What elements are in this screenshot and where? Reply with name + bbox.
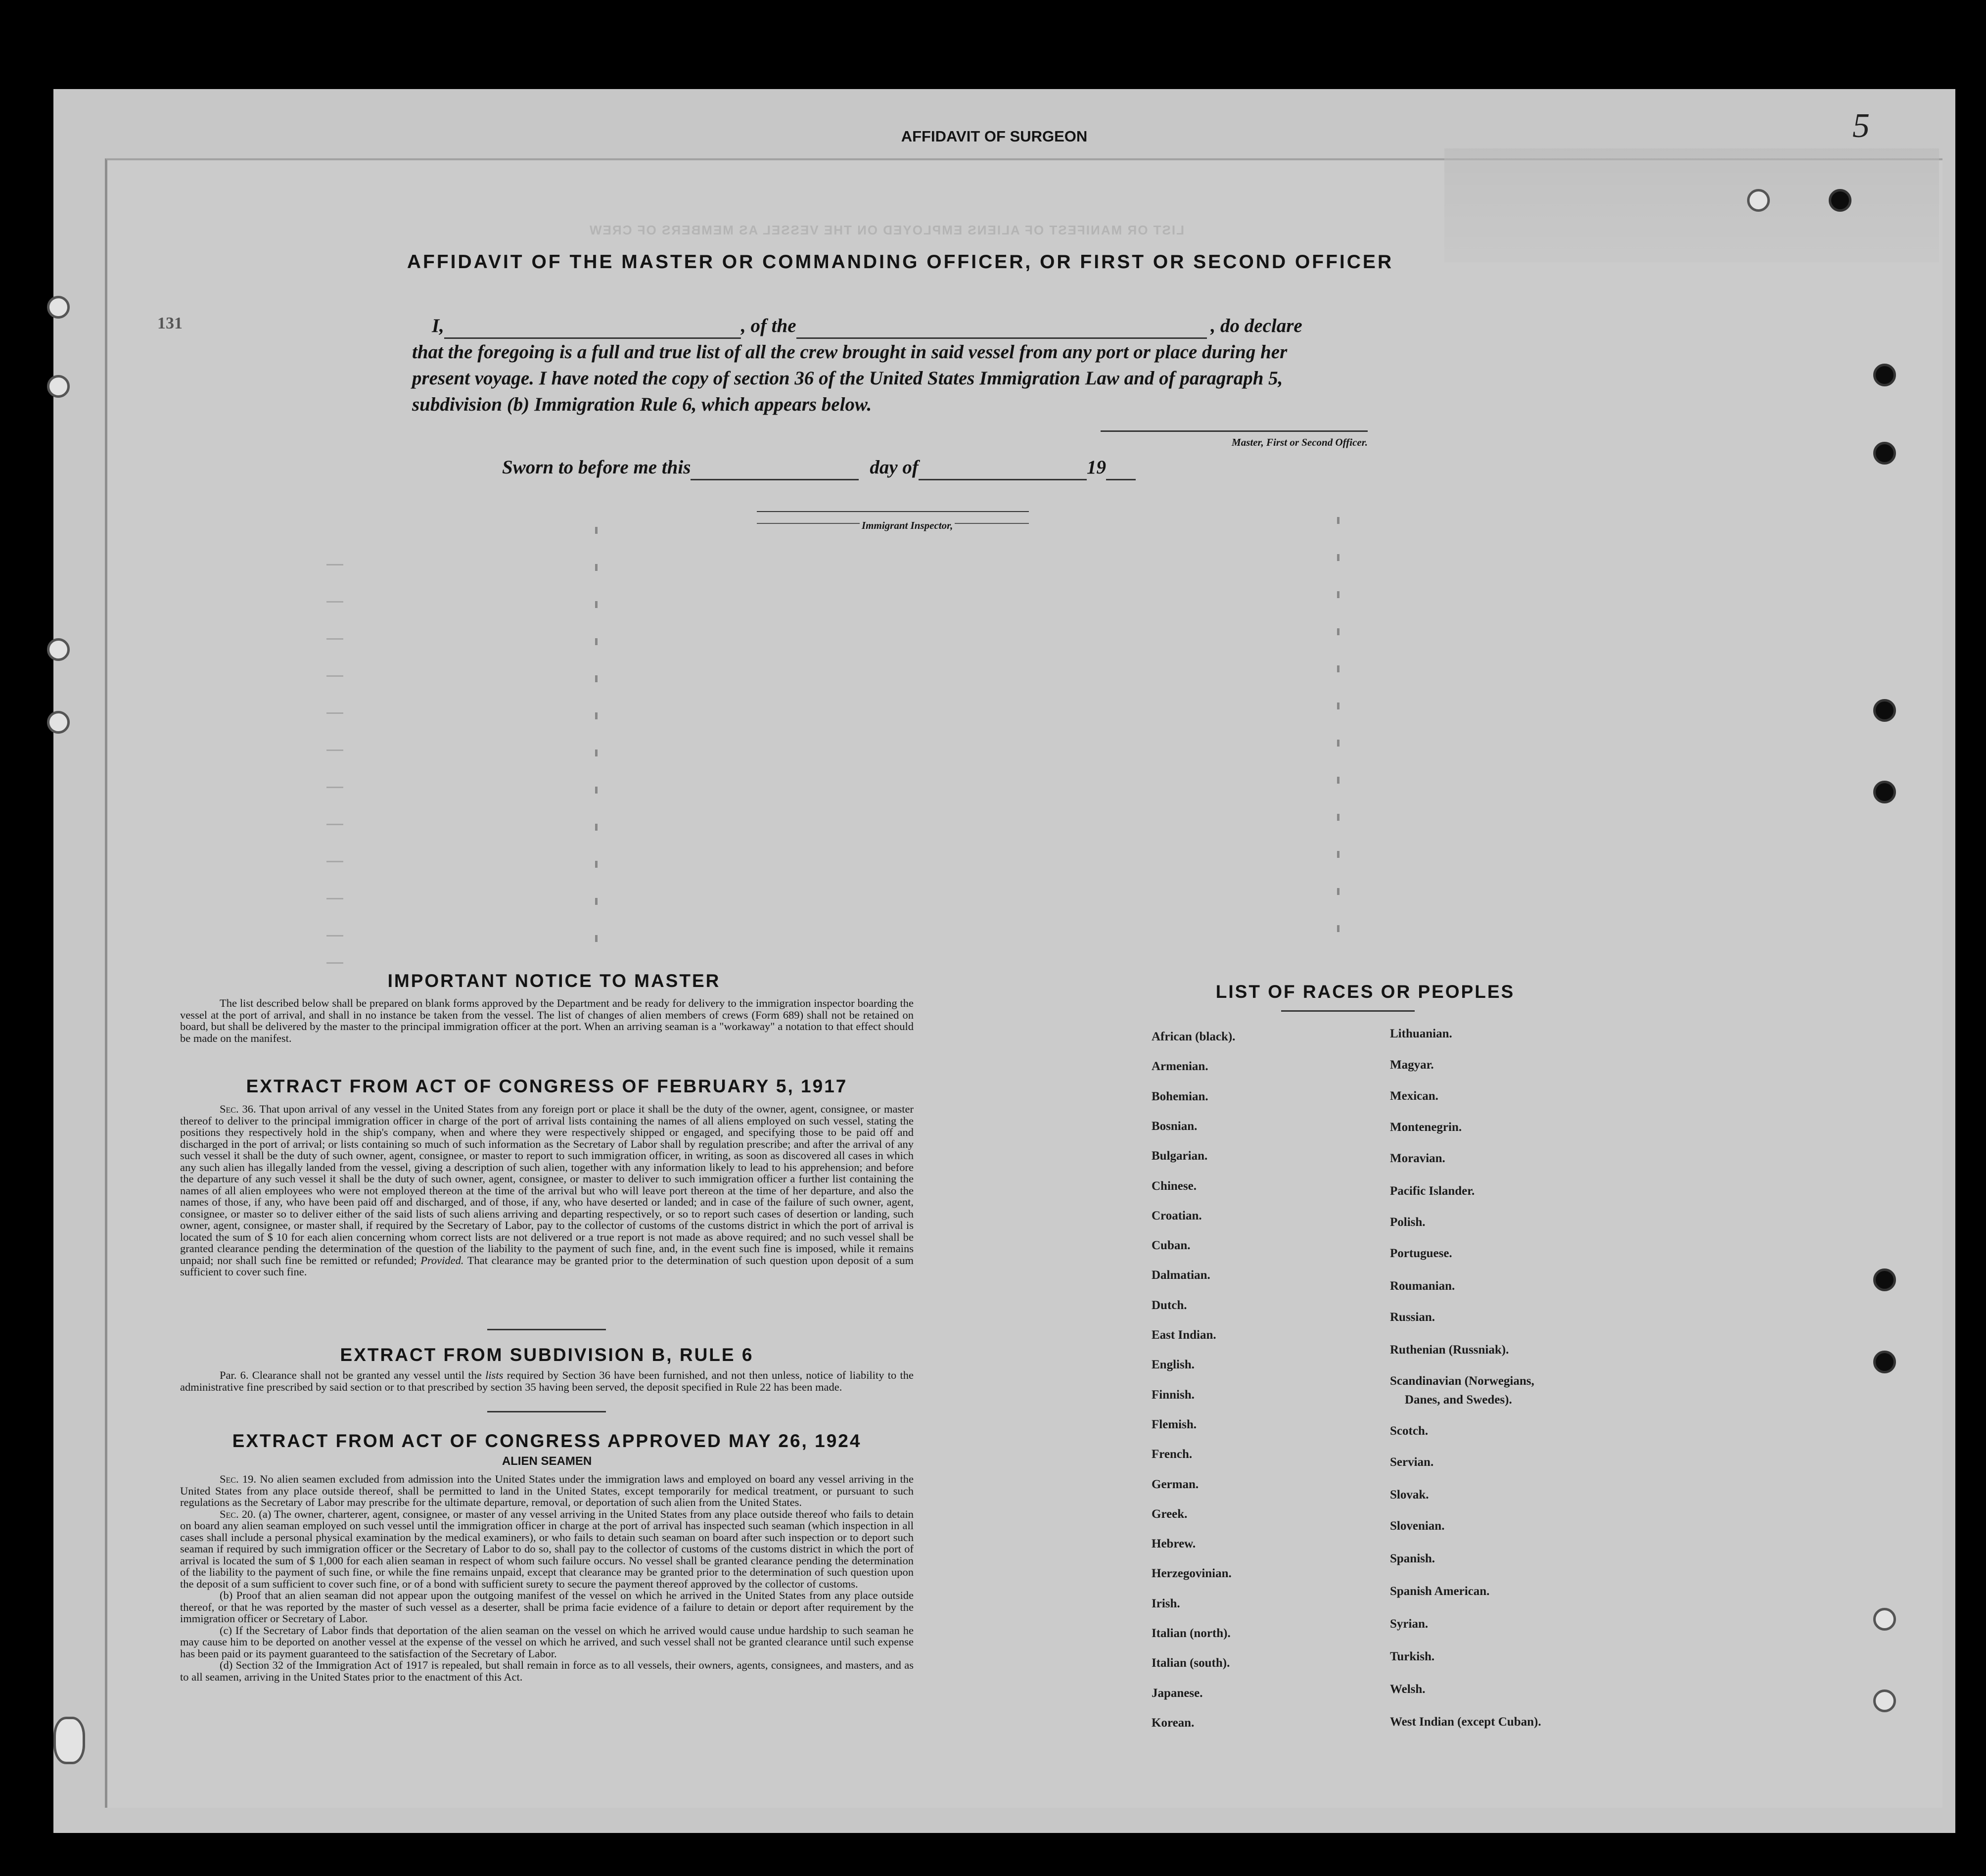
sworn-month-field[interactable] bbox=[919, 459, 1087, 480]
punch-hole bbox=[1873, 1268, 1896, 1291]
sworn-year-field[interactable] bbox=[1106, 459, 1136, 480]
inspector-label: Immigrant Inspector, bbox=[860, 519, 955, 532]
race-item: Italian (north). bbox=[1152, 1627, 1231, 1640]
race-item: Polish. bbox=[1390, 1216, 1426, 1229]
race-item: Pacific Islander. bbox=[1390, 1184, 1475, 1198]
race-item: Syrian. bbox=[1390, 1617, 1429, 1631]
margin-number: 131 bbox=[157, 314, 183, 332]
race-item: Greek. bbox=[1152, 1507, 1188, 1521]
affidavit-of-the: , of the bbox=[740, 315, 796, 336]
corner-page-mark: 5 bbox=[1852, 107, 1870, 145]
punch-hole bbox=[1873, 1608, 1896, 1631]
divider bbox=[487, 1411, 606, 1412]
sworn-line bbox=[502, 454, 1136, 480]
race-item: Cuban. bbox=[1152, 1239, 1191, 1253]
affidavit-paragraph bbox=[412, 313, 1369, 418]
alien-seamen-subtitle: ALIEN SEAMEN bbox=[502, 1454, 592, 1468]
race-item: East Indian. bbox=[1152, 1328, 1216, 1342]
race-item: Herzegovinian. bbox=[1152, 1567, 1232, 1581]
provided-word: Provided. bbox=[420, 1254, 464, 1266]
punch-hole bbox=[47, 638, 70, 661]
races-title: LIST OF RACES OR PEOPLES bbox=[1215, 982, 1515, 1002]
race-item: Magyar. bbox=[1390, 1058, 1434, 1072]
vessel-field[interactable] bbox=[796, 318, 1207, 339]
race-item: Dutch. bbox=[1152, 1298, 1187, 1312]
race-item: Hebrew. bbox=[1152, 1537, 1196, 1551]
race-item: Mexican. bbox=[1390, 1089, 1438, 1103]
race-item: Finnish. bbox=[1152, 1388, 1195, 1402]
signature-line[interactable] bbox=[1101, 430, 1368, 432]
bleed-through-shadow bbox=[1444, 148, 1939, 262]
rule6-text-a: Par. 6. Clearance shall not be granted any vessel until the bbox=[220, 1369, 482, 1381]
races-title-underline bbox=[1281, 1010, 1415, 1012]
name-field[interactable] bbox=[444, 318, 741, 339]
race-item: African (black). bbox=[1152, 1030, 1236, 1043]
race-item: Bohemian. bbox=[1152, 1089, 1208, 1103]
race-item: Danes, and Swedes). bbox=[1405, 1393, 1512, 1407]
race-item: Turkish. bbox=[1390, 1650, 1435, 1663]
section-20-c: (c) If the Secretary of Labor finds that deportation of the alien seaman on the vessel on which he arrived would cause undue hardship to such seaman he may cause him to be deported on another vessel at the expense of the vessel on which he arrived, and such vessel shall not be granted clearance until such expense has been paid or its payment guaranteed to the satisfaction of the Secretary of Labor. bbox=[180, 1624, 914, 1660]
section-36-body: That upon arrival of any vessel in the United States from any foreign port or place it shall be the duty of the owner, agent, consignee, or master thereof to deliver to the principal immigration officer in charge of the port of arrival lists containing the names of all aliens employed on such vessel, stating the positions they respectively hold in the ship's company, when and where they were respectively shipped or engaged, and specifying those to be paid off and discharged in the port of arrival; or lists containing so much of such information as the Secretary of Labor shall by regulation prescribe; and after the arrival of any such vessel it shall be the duty of such owner, agent, consignee, or master to report to such immigration officer, in writing, as soon as discovered all cases in which any such alien has illegally landed from the vessel, giving a description of such alien, together with any information likely to lead to his apprehension; and before the departure of any such vessel it shall be the duty of such owner, agent, consignee, or master to deliver to such immigration officer a further list containing the names of all alien employees who were not employed thereon at the time of the arrival but who will leave port thereon at the time of her departure, and also the names of those, if any, who have been paid off and discharged, and of those, if any, who have deserted or landed; and in case of the failure of such owner, agent, consignee, or master so to deliver either of the said lists of such aliens arriving and departing respectively, or so to report such cases of desertion or landing, such owner, agent, consignee, or master shall, if required by the Secretary of Labor, pay to the collector of customs of the customs district in which the port of arrival is located the sum of $ 10 for each alien concerning whom correct lists are not delivered or a true report is not made as above required; and no such vessel shall be granted clearance pending the determination of the question of the liability to the payment of such fine, and, in the event such fine is imposed, while it remains unpaid; nor shall such fine be remitted or refunded; bbox=[180, 1103, 914, 1266]
affidavit-line-4: subdivision (b) Immigration Rule 6, which appears below. bbox=[412, 394, 872, 415]
section-19-label: Sec. 19. bbox=[220, 1473, 256, 1485]
punch-hole bbox=[1873, 1351, 1896, 1373]
notice-title: IMPORTANT NOTICE TO MASTER bbox=[387, 971, 721, 991]
race-item: Russian. bbox=[1390, 1311, 1435, 1324]
race-item: Spanish American. bbox=[1390, 1585, 1490, 1598]
race-item: Portuguese. bbox=[1390, 1247, 1452, 1260]
race-item: Slovak. bbox=[1390, 1488, 1429, 1501]
punch-hole bbox=[1873, 699, 1896, 722]
punch-hole bbox=[53, 1717, 85, 1764]
race-item: Scandinavian (Norwegians, bbox=[1390, 1374, 1534, 1388]
section-36-label: Sec. 36. bbox=[220, 1103, 256, 1115]
race-item: Armenian. bbox=[1152, 1060, 1208, 1074]
race-item: French. bbox=[1152, 1448, 1193, 1461]
race-item: Slovenian. bbox=[1390, 1519, 1445, 1533]
divider bbox=[487, 1329, 606, 1330]
section-36-end: That clearance may be granted prior to the determination of such question upon deposit of a sum sufficient to cover such fine. bbox=[180, 1254, 914, 1278]
race-item: Flemish. bbox=[1152, 1417, 1197, 1431]
race-item: Servian. bbox=[1390, 1455, 1434, 1469]
punch-hole bbox=[47, 711, 70, 734]
inspector-signature-line[interactable] bbox=[757, 511, 1029, 512]
race-item: West Indian (except Cuban). bbox=[1390, 1715, 1541, 1729]
race-item: Montenegrin. bbox=[1390, 1121, 1462, 1134]
race-item: Dalmatian. bbox=[1152, 1268, 1210, 1282]
race-item: Chinese. bbox=[1152, 1179, 1197, 1193]
section-20-a: (a) The owner, charterer, agent, consignee, or master of any vessel arriving in the United States from any place outside thereof who fails to detain on board any alien seaman employed on such vessel until the immigration officer in charge at the port of arrival has inspected such seaman (which inspection in all cases shall include a personal physical examination by the medical examiners), or who fails to detain such seaman on board after such inspection or to deport such seaman if required by such immigration officer or the Secretary of Labor to do so, shall pay to the collector of customs of the customs district in which the port of arrival is located the sum of $ 1,000 for each alien seaman in respect of whom such failure occurs. No vessel shall be granted clearance pending the determination of the liability to the payment of such fine, or while the fine remains unpaid, except that clearance may be granted prior to the determination of such question upon the deposit of a sum sufficient to cover such fine, or of a bond with sufficient surety to secure the payment thereof approved by the collector of customs. bbox=[180, 1507, 914, 1590]
race-item: Ruthenian (Russniak). bbox=[1390, 1343, 1509, 1357]
race-item: Bulgarian. bbox=[1152, 1149, 1208, 1163]
extract-1917-text bbox=[180, 1103, 914, 1278]
extract-rule6-title: EXTRACT FROM SUBDIVISION B, RULE 6 bbox=[340, 1345, 754, 1365]
race-item: Irish. bbox=[1152, 1596, 1180, 1610]
year-prefix: 19 bbox=[1086, 457, 1106, 478]
race-item: Korean. bbox=[1152, 1716, 1195, 1730]
extract-rule6-text bbox=[180, 1369, 914, 1393]
race-item: Italian (south). bbox=[1152, 1656, 1230, 1670]
extract-1924-title: EXTRACT FROM ACT OF CONGRESS APPROVED MAY 26, 1924 bbox=[232, 1431, 862, 1451]
rule6-text-b: required by Section 36 have been furnished, and not then unless, notice of liability to the administrative fine prescribed by said section or to that prescribed by section 35 having been served, the deposit specified in Rule 22 has been made. bbox=[180, 1369, 914, 1393]
race-item: Japanese. bbox=[1152, 1686, 1203, 1700]
punch-hole bbox=[1747, 189, 1770, 212]
signature-label: Master, First or Second Officer. bbox=[1232, 436, 1368, 448]
race-item: German. bbox=[1152, 1477, 1199, 1491]
race-item: Spanish. bbox=[1390, 1552, 1435, 1565]
extract-1924-text bbox=[180, 1473, 914, 1683]
race-item: Moravian. bbox=[1390, 1152, 1445, 1165]
extract-1917-title: EXTRACT FROM ACT OF CONGRESS OF FEBRUARY 5, 1917 bbox=[246, 1076, 848, 1096]
punch-hole bbox=[1829, 189, 1851, 212]
section-19-body: No alien seamen excluded from admission into the United States under the immigration laws and employed on board any vessel arriving in the United States from any place outside thereof, shall be permitted to land in the United States, except temporarily for medical treatment, or pursuant to such regulations as the Secretary of Labor may prescribe for the ultimate departure, removal, or deportation of such alien from the United States. bbox=[180, 1473, 914, 1508]
surgeon-affidavit-title: AFFIDAVIT OF SURGEON bbox=[901, 128, 1088, 145]
punch-hole bbox=[1873, 1689, 1896, 1712]
notice-text: The list described below shall be prepared on blank forms approved by the Department and be ready for delivery to the immigration inspector boarding the vessel at the port of arrival, and shall in no instance be taken from the vessel. The list of changes of alien members of crews (Form 689) shall not be retained on board, but shall be delivered by the master to the principal immigration officer at the port. When an arriving seaman is a "workaway" a notation to that effect should be made on the manifest. bbox=[180, 997, 914, 1044]
race-item: Lithuanian. bbox=[1390, 1027, 1452, 1040]
race-item: Welsh. bbox=[1390, 1683, 1426, 1696]
section-20-b: (b) Proof that an alien seaman did not appear upon the outgoing manifest of the vessel on which he arrived in the United States from any place outside thereof, or that he was reported by the master of such vessel as a deserter, shall be prima facie evidence of a failure to detain or deport after requirement by the immigration officer or Secretary of Labor. bbox=[180, 1589, 914, 1625]
section-20-d: (d) Section 32 of the Immigration Act of 1917 is repealed, but shall remain in force as to all vessels, their owners, agents, consignees, and masters, and as to all seamen, arriving in the United States prior to the enactment of this Act. bbox=[180, 1659, 914, 1683]
sworn-text: Sworn to before me this bbox=[502, 457, 691, 478]
affidavit-line-2: that the foregoing is a full and true list of all the crew brought in said vessel from any port or place during her bbox=[412, 341, 1288, 363]
master-affidavit-title: AFFIDAVIT OF THE MASTER OR COMMANDING OFFICER, OR FIRST OR SECOND OFFICER bbox=[407, 251, 1394, 273]
sworn-day-field[interactable] bbox=[691, 459, 859, 480]
race-item: Croatian. bbox=[1152, 1209, 1202, 1222]
punch-hole bbox=[1873, 781, 1896, 803]
race-item: English. bbox=[1152, 1358, 1195, 1372]
day-of-text: day of bbox=[870, 457, 919, 478]
section-20-label: Sec. 20. bbox=[220, 1507, 256, 1520]
race-item: Roumanian. bbox=[1390, 1279, 1455, 1293]
punch-hole bbox=[1873, 442, 1896, 465]
affidavit-i: I, bbox=[432, 315, 444, 336]
punch-hole bbox=[1873, 364, 1896, 386]
lists-word: lists bbox=[485, 1369, 504, 1381]
punch-hole bbox=[47, 375, 70, 398]
affidavit-line-3: present voyage. I have noted the copy of section 36 of the United States Immigration Law and of paragraph 5, bbox=[412, 368, 1283, 389]
punch-hole bbox=[47, 296, 70, 319]
race-item: Bosnian. bbox=[1152, 1119, 1198, 1133]
race-item: Scotch. bbox=[1390, 1424, 1429, 1438]
affidavit-declare: , do declare bbox=[1210, 315, 1302, 336]
bleed-through-title: LIST OR MANIFEST OF ALIENS EMPLOYED ON THE VESSEL AS MEMBERS OF CREW bbox=[589, 223, 1184, 237]
